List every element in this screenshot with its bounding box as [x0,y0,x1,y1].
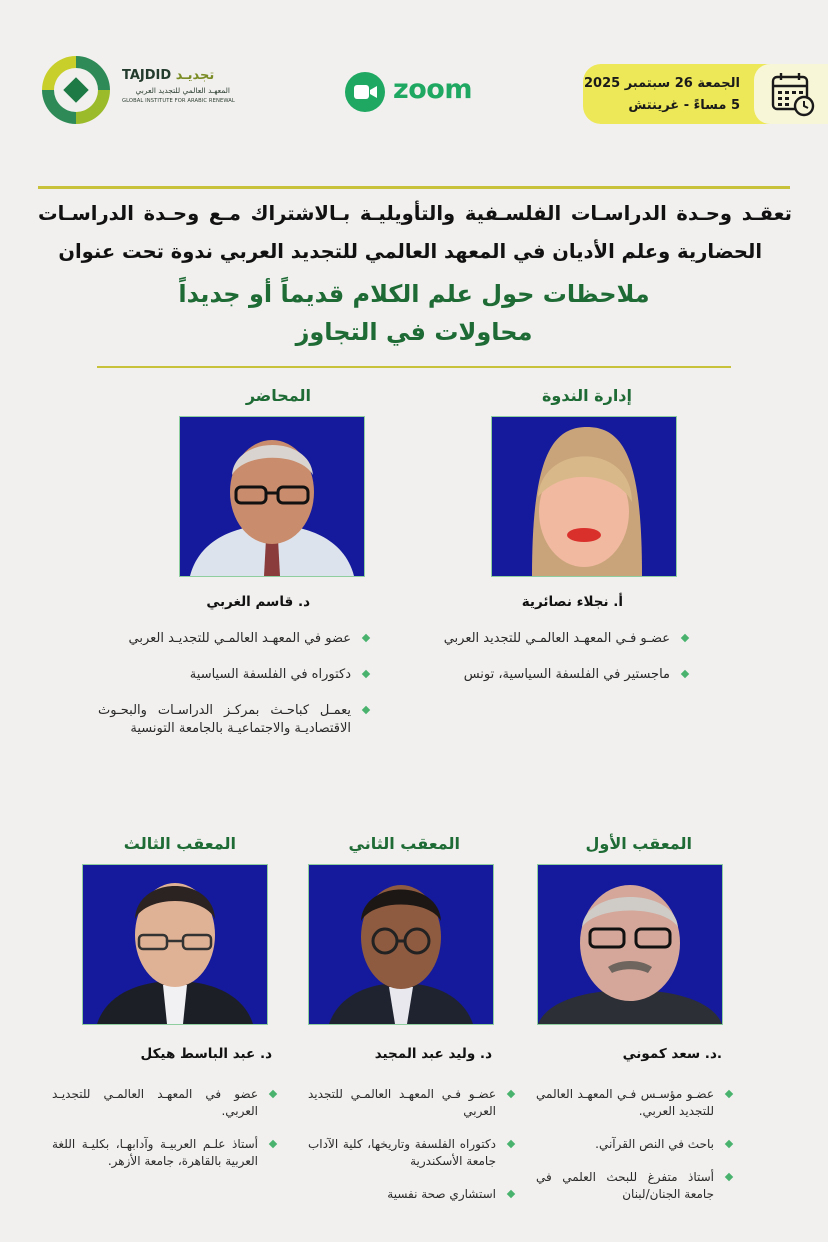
calendar-clock-icon [754,64,828,124]
discussant-3-label: المعقب الثالث [123,834,236,853]
lecturer-photo [179,416,365,577]
video-camera-icon [345,72,385,112]
logo-brand-text: TAJDID تجديـد [122,68,215,83]
list-item: أستاذ علـم العربيـة وآدابهـا، بكليـة اللغة العربية بالقاهرة، جامعة الأزهر. [52,1136,280,1170]
list-item: دكتوراه في الفلسفة السياسية [98,666,373,684]
divider-top [38,186,790,189]
institute-logo [36,50,236,130]
bullet-icon [507,1140,515,1148]
divider-bottom [97,366,731,368]
moderator-photo [491,416,677,577]
discussant-1-label: المعقب الأول [585,834,692,853]
list-item: باحث في النص القرآني. [536,1136,736,1153]
discussant-1-name: .د. سعد كموني [622,1046,722,1062]
seminar-title: ملاحظات حول علم الكلام قديماً أو جديداً [178,280,650,308]
logo-subtitle-arabic: المعهـد العالمي للتجديد العربي [135,86,230,95]
event-date: الجمعة 26 سبتمبر 2025 [583,76,740,91]
bullet-icon [507,1190,515,1198]
list-item: استشاري صحة نفسية [308,1186,518,1203]
list-item: دكتوراه الفلسفة وتاريخها، كلية الآداب جامعة الأسكندرية [308,1136,518,1170]
discussant-2-bio [308,1086,518,1219]
discussant-1-bio [536,1086,736,1219]
bullet-icon [725,1140,733,1148]
discussant-3-name: د. عبد الباسط هيكل [140,1046,272,1062]
list-item: أستاذ متفرغ للبحث العلمي في جامعة الجنان/لبنان [536,1169,736,1203]
intro-line-2: الحضارية وعلم الأديان في المعهد العالمي للتجديد العربي ندوة تحت عنوان [58,240,762,263]
bullet-icon [725,1173,733,1181]
lecturer-bio [98,630,373,756]
bullet-icon [681,634,689,642]
discussant-2-photo [308,864,494,1025]
list-item: ماجستير في الفلسفة السياسية، تونس [434,666,692,684]
event-date-badge [583,64,828,124]
lecturer-name: د. قاسم الغربي [206,594,310,610]
moderator-bio [434,630,692,702]
list-item: عضو في المعهـد العالمـي للتجديـد العربي [98,630,373,648]
lecturer-label: المحاضر [245,386,311,405]
discussant-2-label: المعقب الثاني [348,834,460,853]
logo-subtitle-latin: GLOBAL INSTITUTE FOR ARABIC RENEWAL [122,98,235,104]
tajdid-logo-mark-icon [36,50,116,130]
bullet-icon [269,1140,277,1148]
discussant-1-photo [537,864,723,1025]
list-item: عضو في المعهـد العالمـي للتجديـد العربي. [52,1086,280,1120]
moderator-name: أ. نجلاء نصائرية [521,594,623,610]
intro-line-1: تعقـد وحـدة الدراسـات الفلسـفية والتأويليـة بـالاشتراك مـع وحـدة الدراسـات [38,202,792,225]
bullet-icon [362,670,370,678]
bullet-icon [362,706,370,714]
discussant-3-photo [82,864,268,1025]
bullet-icon [681,670,689,678]
bullet-icon [269,1090,277,1098]
seminar-subtitle: محاولات في التجاوز [295,318,533,346]
discussant-2-name: د. وليد عبد المجيد [374,1046,492,1062]
zoom-label: zoom [393,74,472,105]
event-time: 5 مساءً - غرينتش [628,98,740,113]
list-item: عضـو مؤسـس فـي المعهـد العالمي للتجديد العربي. [536,1086,736,1120]
list-item: عضـو فـي المعهـد العالمـي للتجديد العربي [308,1086,518,1120]
discussant-3-bio [52,1086,280,1186]
list-item: عضـو فـي المعهـد العالمـي للتجديد العربي [434,630,692,648]
bullet-icon [507,1090,515,1098]
list-item: يعمـل كباحـث بمركـز الدراسـات والبحـوث الاقتصاديـة والاجتماعيـة بالجامعة التونسية [98,702,373,738]
bullet-icon [362,634,370,642]
bullet-icon [725,1090,733,1098]
moderator-label: إدارة الندوة [541,386,632,405]
